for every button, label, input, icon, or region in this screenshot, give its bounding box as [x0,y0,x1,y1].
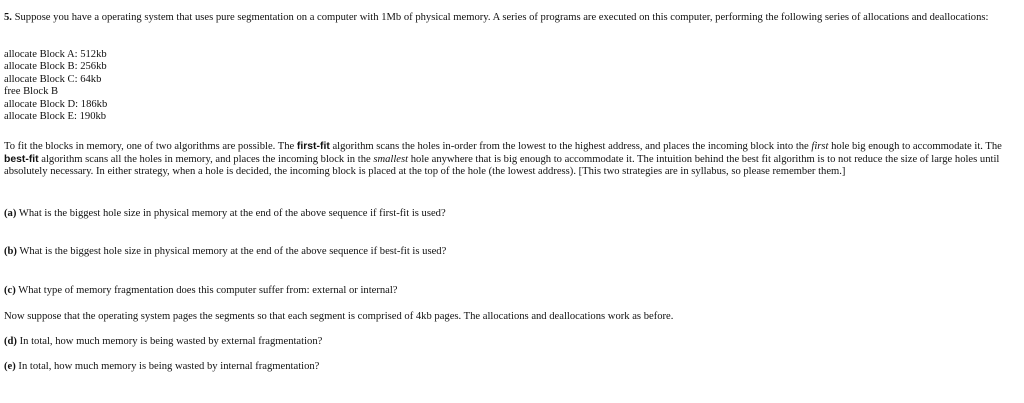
operation-item: allocate Block D: 186kb [4,98,108,110]
part-e [4,361,1016,374]
algorithms-text-3: hole big enough to accommodate it. The [828,141,1002,152]
part-a-label: (a) [4,208,17,219]
first-emphasis: first [811,141,829,152]
part-e-label: (e) [4,361,16,372]
best-fit-term: best-fit [4,153,39,165]
part-c [4,285,1016,298]
smallest-emphasis: smallest [373,153,409,165]
part-b [4,246,1016,259]
operation-item: allocate Block A: 512kb [4,49,107,60]
algorithms-text-1: To fit the blocks in memory, one of two algorithms are possible. The [4,141,297,152]
algorithms-text-4: algorithm scans all the holes in memory, and places the incoming block in the [38,153,374,165]
algorithms-text-2: algorithm scans the holes in-order from the lowest to the highest address, and places the incoming block into the [329,141,812,152]
part-d-label: (d) [4,336,17,347]
part-c-label: (c) [4,285,16,296]
algorithms-description [4,141,1016,179]
operation-item: free Block B [4,86,59,98]
question-number: 5. [4,12,12,23]
part-b-label: (b) [4,246,17,257]
operation-item: allocate Block E: 190kb [4,111,107,123]
part-c-text: What type of memory fragmentation does this computer suffer from: external or internal? [15,285,398,296]
part-d [4,336,1016,349]
part-e-text: In total, how much memory is being wasted by internal fragmentation? [15,361,320,372]
operation-item: allocate Block C: 64kb [4,73,102,85]
part-d-text: In total, how much memory is being wasted by external fragmentation? [16,336,323,347]
first-fit-term: first-fit [296,141,330,152]
algorithms-text-5: hole anywhere that is big enough to accommodate it. The intuition behind the best fit algorithm is to not reduce the size of large holes until absolutely necessary. In either strategy, when a hole is decided, the incoming block is placed at the top of the hole (the lowest address). [This two strategies are in syllabus, so please remember them.] [4,153,1000,177]
part-b-text: What is the biggest hole size in physical memory at the end of the above sequence if best-fit is used? [16,246,447,257]
question-intro-text: Suppose you have a operating system that uses pure segmentation on a computer with 1Mb of physical memory. A series of programs are executed on this computer, performing the following series of allocations and deallocations: [14,12,989,23]
part-a-text: What is the biggest hole size in physical memory at the end of the above sequence if first-fit is used? [16,208,446,219]
paging-statement: Now suppose that the operating system pages the segments so that each segment is comprised of 4kb pages. The allocations and deallocations work as before. [4,311,674,322]
question-intro [4,12,1016,25]
operation-item: allocate Block B: 256kb [4,61,107,73]
part-a [4,208,1016,221]
operations-list [4,49,404,123]
